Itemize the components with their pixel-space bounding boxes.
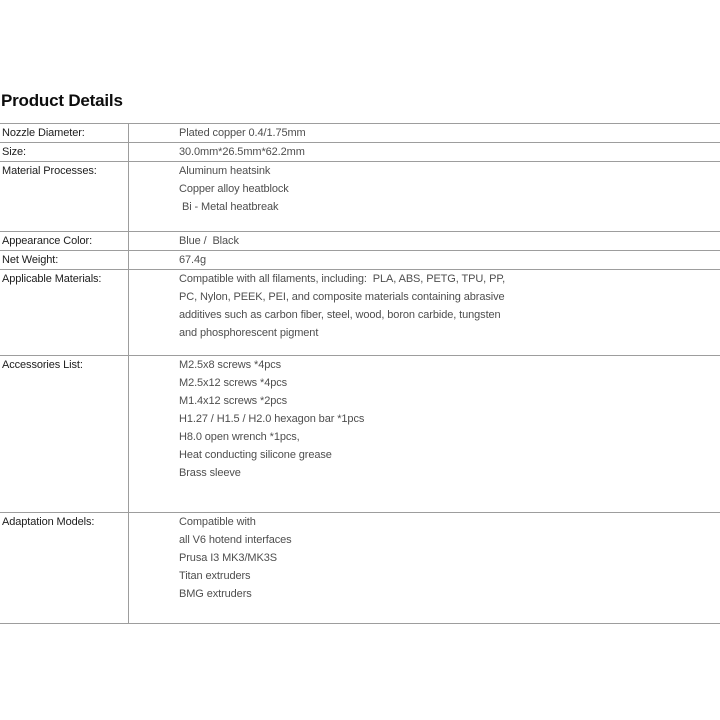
table-row xyxy=(0,232,720,251)
row-value-line: Compatible with all filaments, including: PLA, ABS, PETG, TPU, PP, xyxy=(179,273,506,285)
table-row xyxy=(0,162,720,232)
row-label: Material Processes: xyxy=(0,162,129,231)
row-value-line: PC, Nylon, PEEK, PEI, and composite materials containing abrasive xyxy=(179,291,505,303)
row-value-line: Blue / Black xyxy=(179,235,239,247)
table-row xyxy=(0,124,720,143)
row-label: Applicable Materials: xyxy=(0,270,129,355)
table-row xyxy=(0,270,720,356)
row-value-line: H8.0 open wrench *1pcs, xyxy=(179,431,300,443)
row-value xyxy=(129,270,720,355)
row-value-line: BMG extruders xyxy=(179,588,252,600)
row-value xyxy=(129,513,720,623)
row-value-line: Titan extruders xyxy=(179,570,251,582)
row-value-line: Heat conducting silicone grease xyxy=(179,449,332,461)
table-row xyxy=(0,356,720,513)
row-value-line: Aluminum heatsink xyxy=(179,165,271,177)
row-value-line: Prusa I3 MK3/MK3S xyxy=(179,552,277,564)
row-label: Accessories List: xyxy=(0,356,129,512)
row-label: Adaptation Models: xyxy=(0,513,129,623)
row-value-line: 30.0mm*26.5mm*62.2mm xyxy=(179,146,305,158)
row-value-line: Compatible with xyxy=(179,516,256,528)
row-value-line: Bi - Metal heatbreak xyxy=(179,201,279,213)
row-value-line: all V6 hotend interfaces xyxy=(179,534,292,546)
row-value-line: and phosphorescent pigment xyxy=(179,327,319,339)
row-value xyxy=(129,162,720,231)
row-value-line: Plated copper 0.4/1.75mm xyxy=(179,127,306,139)
row-value xyxy=(129,143,720,161)
row-value-line: H1.27 / H1.5 / H2.0 hexagon bar *1pcs xyxy=(179,413,365,425)
row-label: Net Weight: xyxy=(0,251,129,269)
row-value-line: M2.5x8 screws *4pcs xyxy=(179,359,282,371)
row-value-line: M2.5x12 screws *4pcs xyxy=(179,377,288,389)
row-value xyxy=(129,232,720,250)
row-label: Nozzle Diameter: xyxy=(0,124,129,142)
table-row xyxy=(0,513,720,624)
row-value xyxy=(129,356,720,512)
row-value-line: Copper alloy heatblock xyxy=(179,183,289,195)
spec-table xyxy=(0,123,720,624)
page-title: Product Details xyxy=(1,91,123,110)
row-value-line: M1.4x12 screws *2pcs xyxy=(179,395,288,407)
row-value xyxy=(129,124,720,142)
row-label: Appearance Color: xyxy=(0,232,129,250)
row-label: Size: xyxy=(0,143,129,161)
row-value-line: additives such as carbon fiber, steel, wood, boron carbide, tungsten xyxy=(179,309,501,321)
row-value xyxy=(129,251,720,269)
row-value-line: 67.4g xyxy=(179,254,207,266)
row-value-line: Brass sleeve xyxy=(179,467,241,479)
table-row xyxy=(0,251,720,270)
table-row xyxy=(0,143,720,162)
